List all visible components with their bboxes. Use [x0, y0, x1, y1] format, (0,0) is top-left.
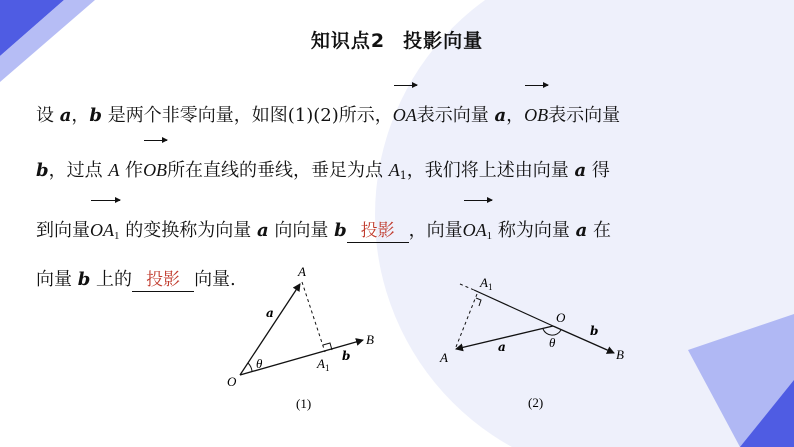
text: 向量.	[194, 269, 236, 290]
vector-OA1-base: OA	[90, 220, 114, 240]
label-O: O	[556, 310, 566, 325]
text: ，	[506, 105, 525, 126]
answer-text-2: 投影	[146, 270, 181, 290]
label-A1	[316, 356, 329, 373]
label-A1-sub: 1	[324, 363, 330, 373]
vector-b: b	[89, 105, 102, 126]
text: ，向量	[408, 220, 463, 241]
text: 表示向量	[416, 105, 495, 126]
page-title	[0, 26, 794, 53]
label-a: a	[266, 306, 274, 320]
angle-arc	[248, 363, 252, 371]
label-theta: θ	[256, 356, 263, 371]
perpendicular-line	[456, 294, 477, 347]
text: 上的	[90, 269, 133, 290]
text: 是两个非零向量，如图(1)(2)所示，	[102, 105, 393, 126]
paragraph-line-1	[36, 88, 776, 143]
point-A1: A	[388, 160, 400, 180]
text: 的变换称为向量	[119, 220, 257, 241]
label-A: A	[298, 264, 306, 279]
vector-a: a	[575, 220, 588, 241]
answer-blank-2	[132, 269, 194, 292]
vector-OA: OA	[393, 88, 417, 142]
label-b: b	[590, 324, 599, 338]
vector-a: a	[574, 160, 587, 181]
subscript: 1	[399, 169, 407, 182]
text: 在	[587, 220, 612, 241]
vector-a: a	[59, 105, 72, 126]
text: 所在直线的垂线，垂足为点	[167, 160, 389, 181]
vector-b: b	[77, 269, 91, 290]
vector-a: a	[256, 220, 269, 241]
paragraph-line-2	[36, 143, 776, 203]
b-extension-line	[474, 290, 553, 326]
text: 作	[119, 160, 144, 181]
vector-b-line	[553, 326, 614, 353]
text: 表示向量	[548, 105, 621, 126]
text: 向量	[36, 269, 78, 290]
label-A1-base: A	[480, 275, 488, 290]
figure-1	[220, 262, 390, 412]
label-A: A	[440, 350, 448, 365]
label-B: B	[616, 347, 624, 362]
point-A: A	[108, 160, 120, 180]
subscript: 1	[486, 230, 493, 242]
vector-b: b	[334, 220, 347, 241]
label-A1	[479, 275, 492, 292]
figure-2-caption: (2)	[528, 395, 544, 410]
vector-OA1	[90, 203, 120, 263]
vector-OB: OB	[524, 88, 548, 142]
label-A1-base: A	[317, 356, 325, 371]
b-extension-dashed	[460, 284, 474, 290]
label-b: b	[342, 349, 351, 363]
perpendicular-line	[302, 282, 325, 352]
vector-a-line	[240, 284, 300, 375]
answer-blank-1	[347, 220, 409, 243]
vector-OA1	[463, 203, 493, 263]
text: ，	[71, 105, 90, 126]
text: 称为向量	[492, 220, 576, 241]
title-section-number: 知识点2	[310, 30, 386, 52]
answer-text-1: 投影	[360, 221, 395, 241]
vector-OB: OB	[143, 143, 167, 197]
text: 得	[586, 160, 610, 181]
label-theta: θ	[549, 335, 556, 350]
figure-1-caption: (1)	[296, 396, 312, 411]
vector-a: a	[494, 105, 507, 126]
text: 设	[36, 105, 60, 126]
title-topic: 投影向量	[403, 30, 484, 52]
figure-2	[430, 265, 630, 415]
label-a: a	[498, 340, 506, 354]
label-A1-sub: 1	[487, 282, 493, 292]
definition-paragraph	[36, 88, 776, 307]
vector-b: b	[36, 160, 49, 181]
vector-OA1-base: OA	[462, 220, 487, 240]
right-angle-mark	[476, 298, 481, 306]
label-O: O	[227, 374, 237, 389]
subscript: 1	[114, 230, 120, 242]
text: ，我们将上述由向量	[406, 160, 575, 181]
text: ，过点	[48, 160, 109, 181]
label-B: B	[366, 332, 374, 347]
text: 到向量	[36, 220, 90, 241]
text: 向向量	[268, 220, 335, 241]
